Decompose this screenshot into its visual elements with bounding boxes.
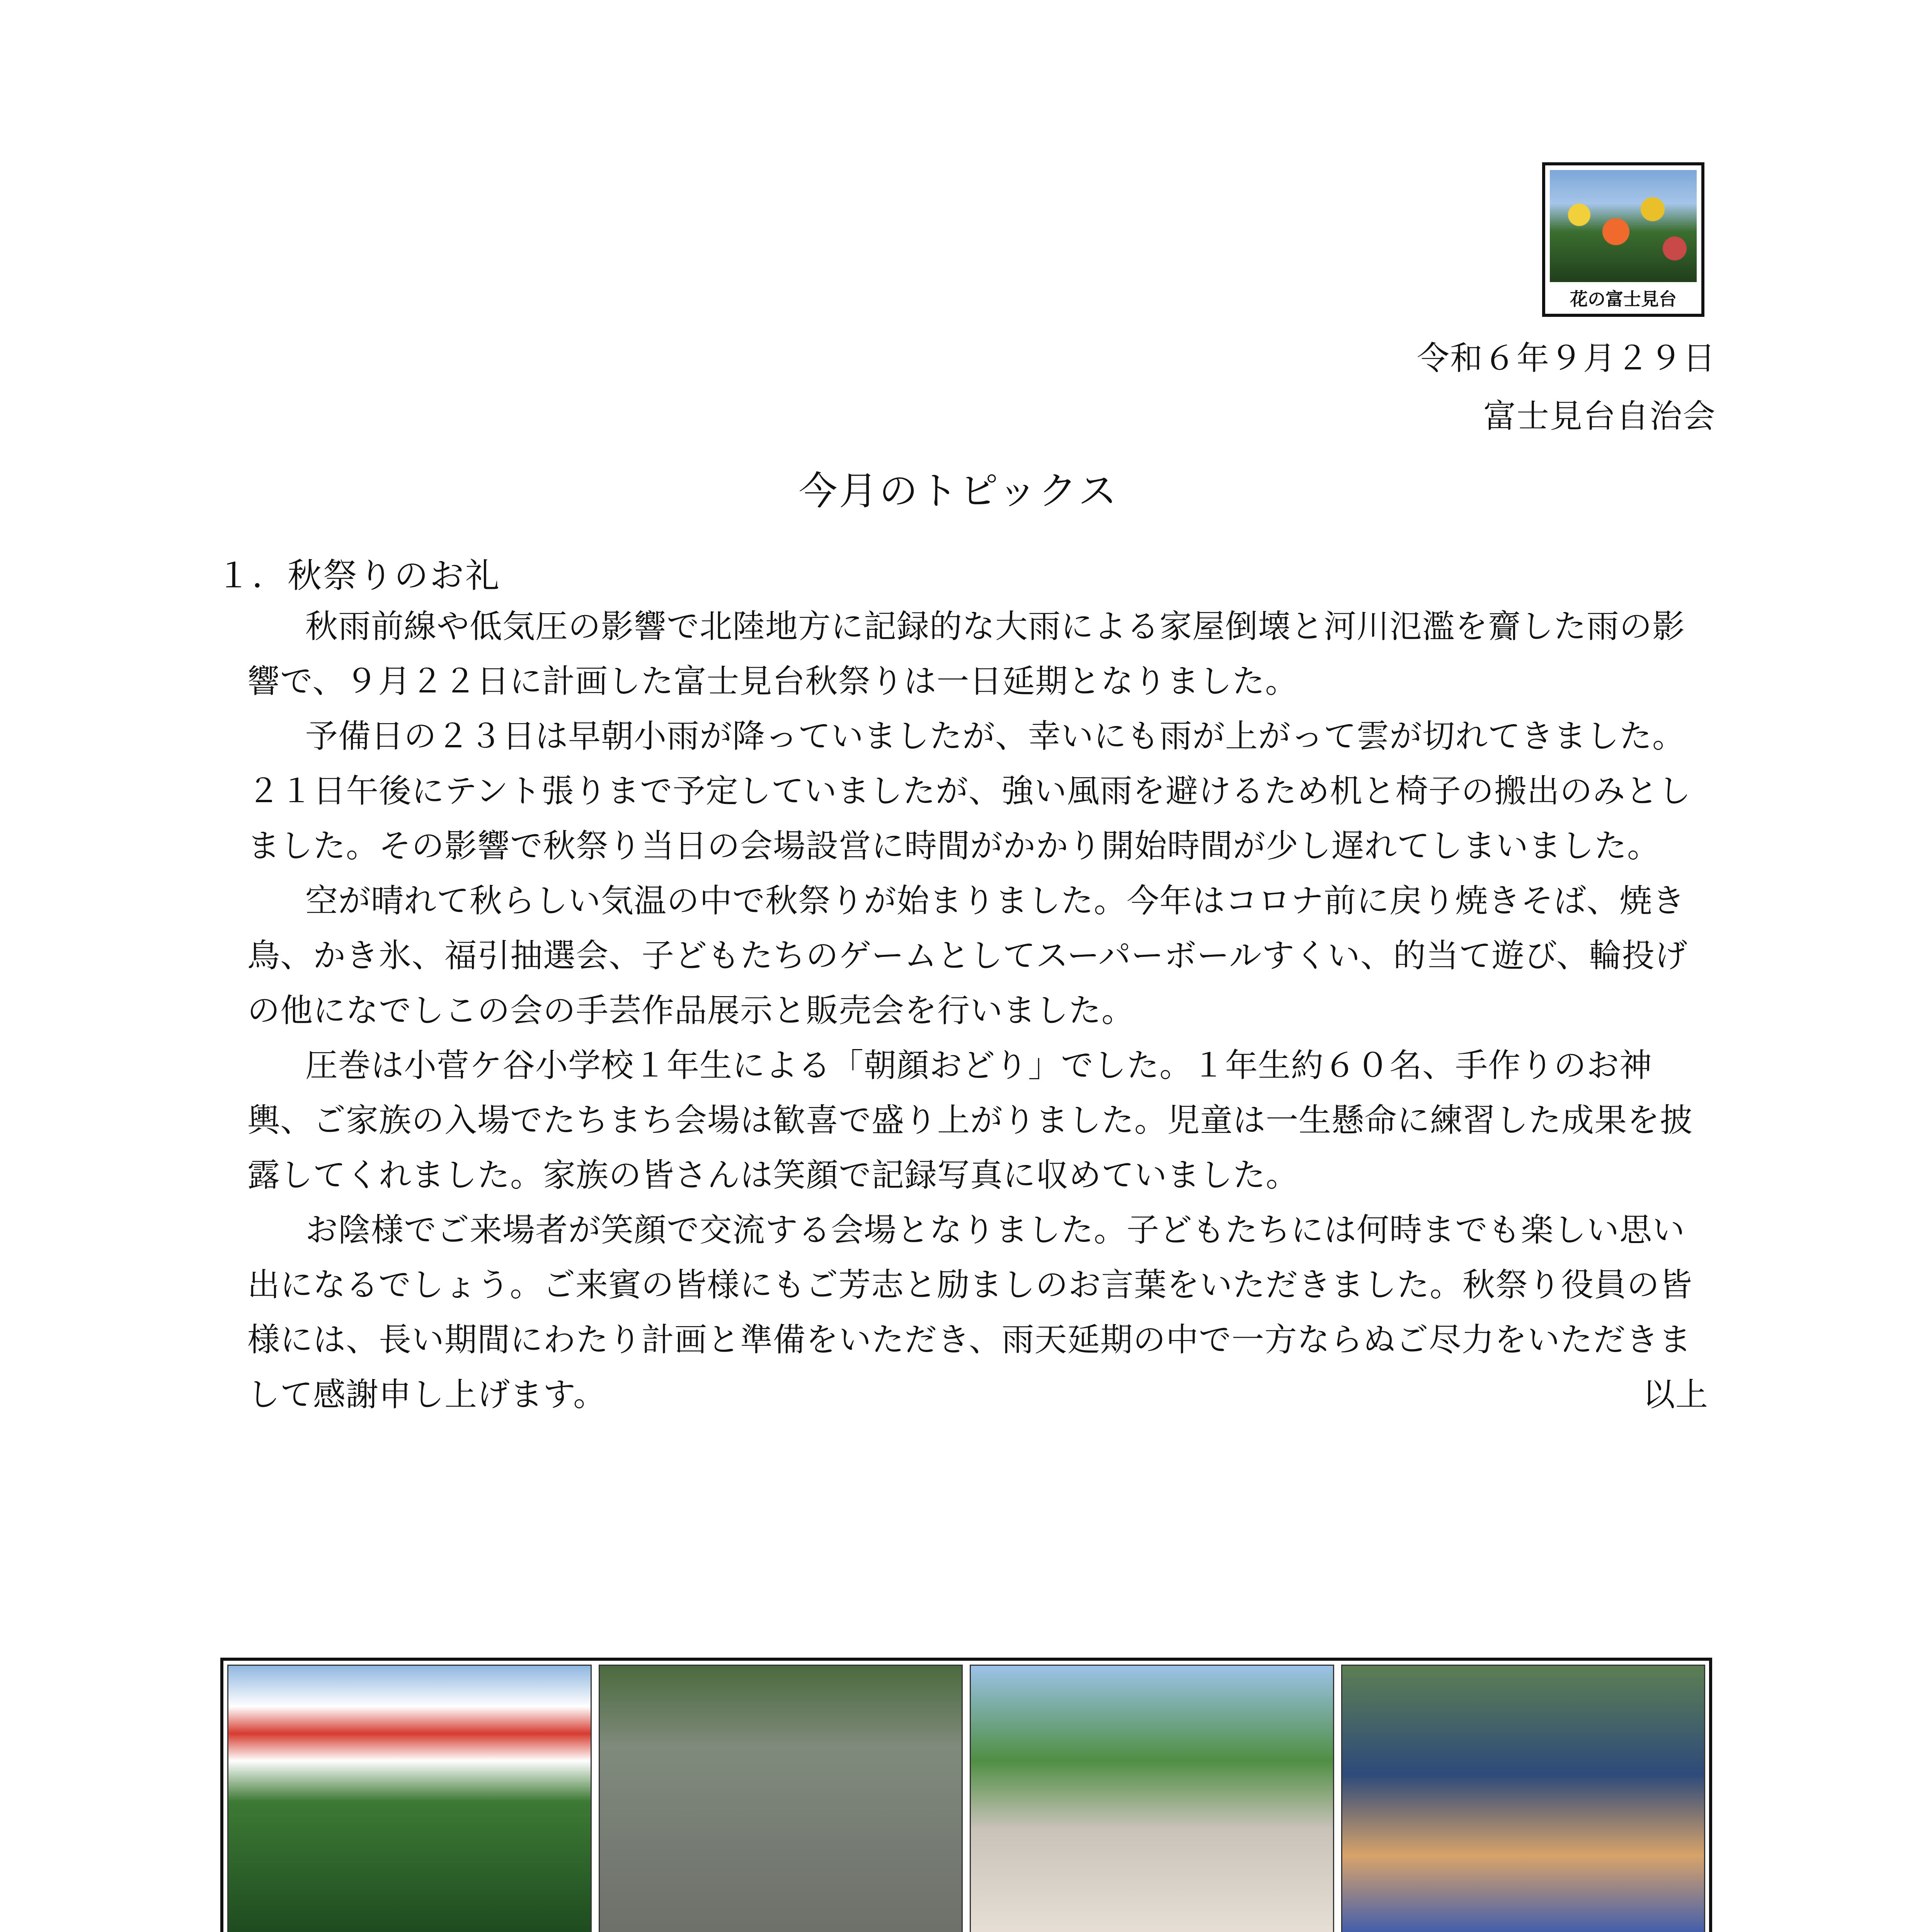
photo-target-game: [1341, 1665, 1706, 1932]
document-date: 令和６年９月２９日: [1416, 339, 1716, 377]
paragraph: 圧巻は小菅ケ谷小学校１年生による「朝顔おどり」でした。１年生約６０名、手作りのお神輿、ご家族の入場でたちまち会場は歓喜で盛り上がりました。児童は一生懸命に練習した成果を披露してくれました。家族の皆さんは笑顔で記録写真に収めていました。: [247, 1046, 1693, 1194]
logo-badge: [1542, 162, 1704, 317]
paragraph-text: お陰様でご来場者が笑顔で交流する会場となりました。子どもたちには何時までも楽しい思い出になるでしょう。ご来賓の皆様にもご芳志と励ましのお言葉をいただきました。秋祭り役員の皆様には、長い期間にわたり計画と準備をいただき、雨天延期の中で一方ならぬご尽力をいただきまして感謝申し上げます。: [247, 1211, 1693, 1413]
signoff: 以上: [1642, 1376, 1708, 1413]
photo-cell: [970, 1665, 1334, 1932]
photo-guest-greeting: [599, 1665, 963, 1932]
logo-flower-photo: [1550, 170, 1697, 282]
paragraph: 秋雨前線や低気圧の影響で北陸地方に記録的な大雨による家屋倒壊と河川氾濫を齎した雨の影響で、９月２２日に計画した富士見台秋祭りは一日延期となりました。: [247, 607, 1685, 700]
photo-festival-sign: [227, 1665, 592, 1932]
photo-cell: [1341, 1665, 1706, 1932]
section-heading: １．秋祭りのお礼: [216, 556, 501, 595]
paragraph: 空が晴れて秋らしい気温の中で秋祭りが始まりました。今年はコロナ前に戻り焼きそば、焼き鳥、かき氷、福引抽選会、子どもたちのゲームとしてスーパーボールすくい、的当て遊び、輪投げの他になでしこの会の手芸作品展示と販売会を行いました。: [247, 882, 1688, 1029]
photo-collage: [220, 1658, 1712, 1932]
page-title: 今月のトピックス: [798, 468, 1119, 514]
paragraph-final: [247, 1202, 1708, 1422]
paragraph: 予備日の２３日は早朝小雨が降っていましたが、幸いにも雨が上がって雲が切れてきました。２１日午後にテント張りまで予定していましたが、強い風雨を避けるため机と椅子の搬出のみとしました。その影響で秋祭り当日の会場設営に時間がかかり開始時間が少し遅れてしまいました。: [247, 717, 1691, 865]
photo-asagao-dance: [970, 1665, 1334, 1932]
logo-caption: 花の富士見台: [1570, 289, 1677, 310]
organization-name: 富士見台自治会: [1483, 397, 1716, 435]
section-body: [247, 599, 1708, 1422]
photo-cell: [227, 1665, 592, 1932]
photo-cell: [599, 1665, 963, 1932]
